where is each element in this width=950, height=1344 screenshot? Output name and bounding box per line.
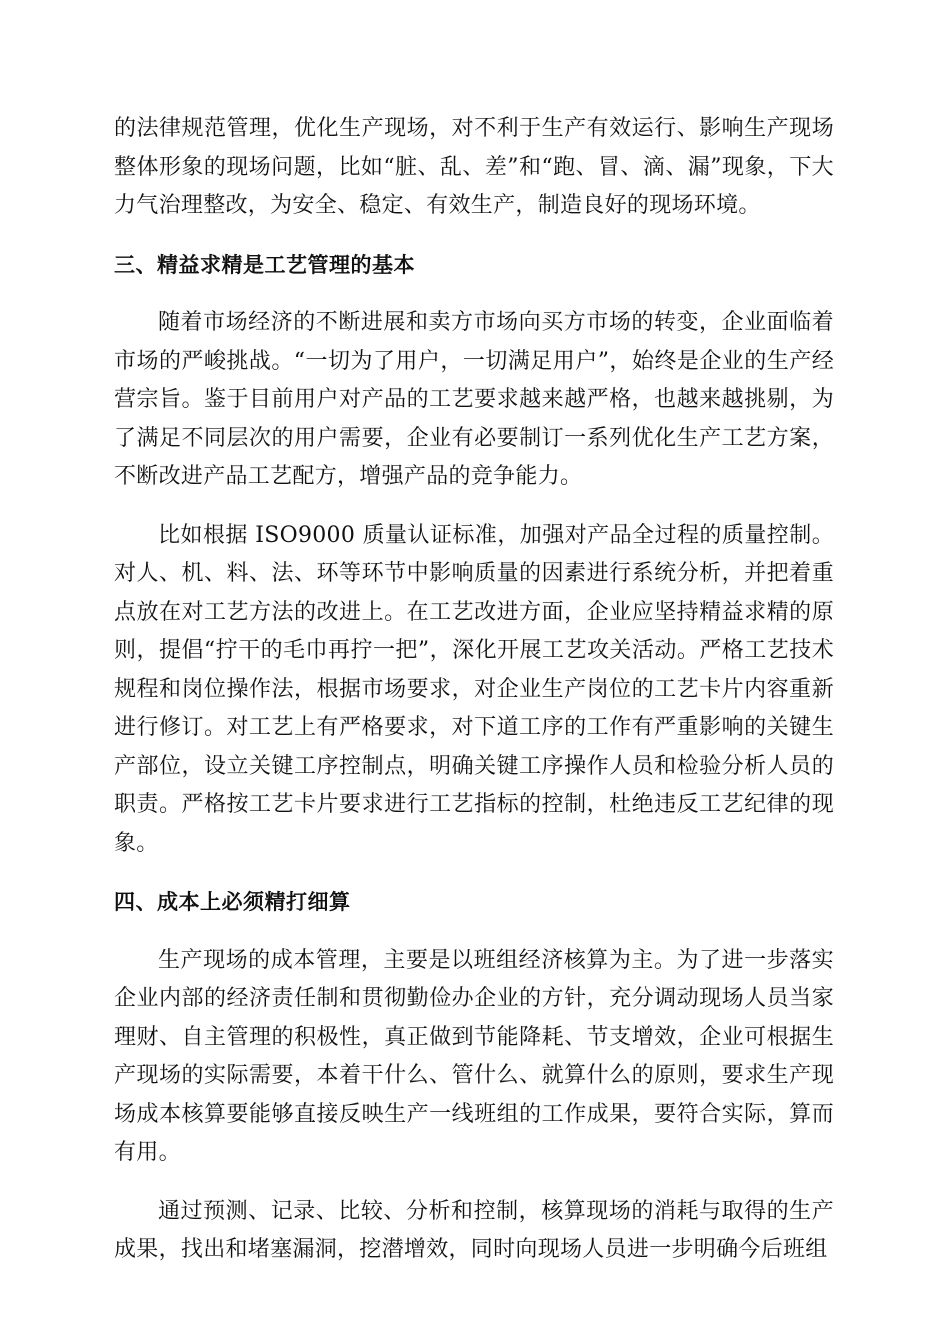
- paragraph-site-management: 的法律规范管理，优化生产现场，对不利于生产有效运行、影响生产现场整体形象的现场问题，比如“脏、乱、差”和“跑、冒、滴、漏”现象，下大力气治理整改，为安全、稳定、有效生产，制造良好的现场环境。: [114, 116, 834, 218]
- spacer: [114, 497, 834, 517]
- spacer: [114, 226, 834, 246]
- spacer: [114, 284, 834, 304]
- paragraph-cost-management: 生产现场的成本管理，主要是以班组经济核算为主。为了进一步落实企业内部的经济责任制和贯彻勤俭办企业的方针，充分调动现场人员当家理财、自主管理的积极性，真正做到节能降耗、节支增效，企业可根据生产现场的实际需要，本着干什么、管什么、就算什么的原则，要求生产现场成本核算要能够直接反映生产一线班组的工作成果，要符合实际，算而有用。: [114, 947, 834, 1165]
- document-page: [114, 110, 834, 1270]
- paragraph-market-challenge: 随着市场经济的不断进展和卖方市场向买方市场的转变，企业面临着市场的严峻挑战。“一切为了用户，一切满足用户”，始终是企业的生产经营宗旨。鉴于目前用户对产品的工艺要求越来越严格，也越来越挑剔，为了满足不同层次的用户需要，企业有必要制订一系列优化生产工艺方案，不断改进产品工艺配方，增强产品的竞争能力。: [114, 310, 834, 489]
- spacer: [114, 922, 834, 942]
- section-heading-3: 三、精益求精是工艺管理的基本: [114, 252, 415, 277]
- section-heading-4: 四、成本上必须精打细算: [114, 890, 351, 914]
- spacer: [114, 1173, 834, 1193]
- paragraph-iso9000: 比如根据 ISO9000 质量认证标准，加强对产品全过程的质量控制。对人、机、料、法、环等环节中影响质量的因素进行系统分析，并把着重点放在对工艺方法的改进上。在工艺改进方面，企业应坚持精益求精的原则，提倡“拧干的毛巾再拧一把”，深化开展工艺攻关活动。严格工艺技术规程和岗位操作法，根据市场要求，对企业生产岗位的工艺卡片内容重新进行修订。对工艺上有严格要求，对下道工序的工作有严重影响的关键生产部位，设立关键工序控制点，明确关键工序操作人员和检验分析人员的职责。严格按工艺卡片要求进行工艺指标的控制，杜绝违反工艺纪律的现象。: [114, 522, 834, 856]
- spacer: [114, 863, 834, 883]
- paragraph-cost-analysis: 通过预测、记录、比较、分析和控制，核算现场的消耗与取得的生产成果，找出和堵塞漏洞，挖潜增效，同时向现场人员进一步明确今后班组: [114, 1198, 834, 1262]
